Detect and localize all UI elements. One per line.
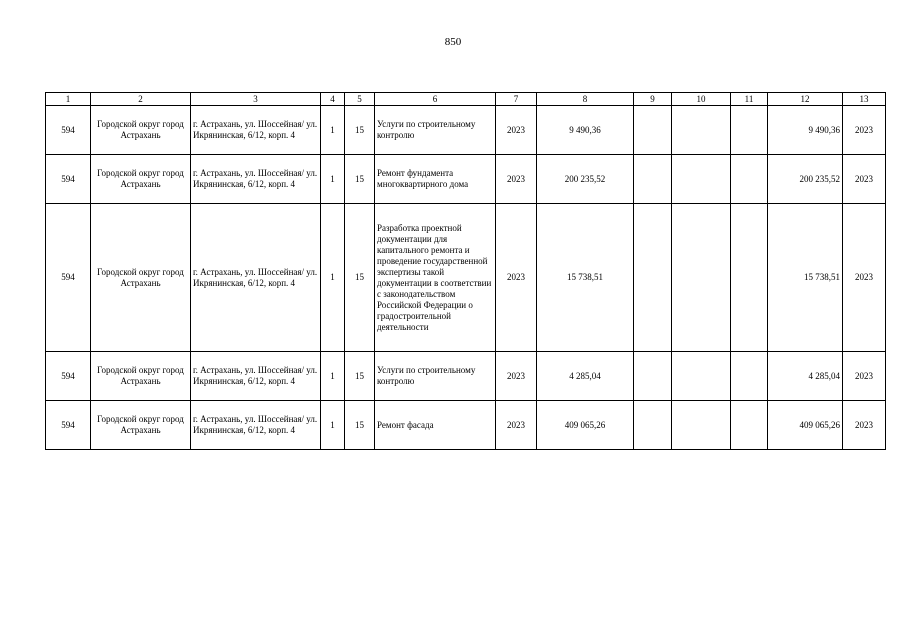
cell-work-type: Ремонт фасада (375, 401, 496, 450)
cell-year-end: 2023 (843, 204, 886, 352)
cell-cost-total: 4 285,04 (768, 352, 843, 401)
cell-year-end: 2023 (843, 155, 886, 204)
cell-work-type: Ремонт фундамента многоквартирного дома (375, 155, 496, 204)
cell-col10 (672, 204, 731, 352)
column-header: 2 (91, 93, 191, 106)
cell-address: г. Астрахань, ул. Шоссейная/ ул. Икрянинская, 6/12, корп. 4 (191, 106, 321, 155)
cell-cost: 409 065,26 (537, 401, 634, 450)
cell-col4: 1 (321, 204, 345, 352)
cell-work-type: Услуги по строительному контролю (375, 106, 496, 155)
column-header: 7 (496, 93, 537, 106)
cell-col4: 1 (321, 106, 345, 155)
cell-col4: 1 (321, 401, 345, 450)
cell-year: 2023 (496, 155, 537, 204)
cell-cost: 15 738,51 (537, 204, 634, 352)
cell-year: 2023 (496, 352, 537, 401)
cell-col5: 15 (345, 106, 375, 155)
cell-col5: 15 (345, 352, 375, 401)
cell-col9 (634, 155, 672, 204)
cell-work-type: Разработка проектной документации для капитального ремонта и проведение государственной экспертизы такой документации в соответствии с законодательством Российской Федерации о градостроительной деятельности (375, 204, 496, 352)
table-row (46, 106, 886, 155)
cell-cost: 200 235,52 (537, 155, 634, 204)
table-row (46, 204, 886, 352)
cell-municipality: Городской округ город Астрахань (91, 401, 191, 450)
column-header: 12 (768, 93, 843, 106)
table-row (46, 352, 886, 401)
cell-col5: 15 (345, 401, 375, 450)
cell-col9 (634, 352, 672, 401)
table-row (46, 401, 886, 450)
cell-address: г. Астрахань, ул. Шоссейная/ ул. Икрянинская, 6/12, корп. 4 (191, 155, 321, 204)
cell-year: 2023 (496, 204, 537, 352)
cell-col4: 1 (321, 155, 345, 204)
cell-number: 594 (46, 155, 91, 204)
cell-municipality: Городской округ город Астрахань (91, 155, 191, 204)
cell-col4: 1 (321, 352, 345, 401)
column-header: 13 (843, 93, 886, 106)
cell-cost: 4 285,04 (537, 352, 634, 401)
column-header: 9 (634, 93, 672, 106)
cell-col9 (634, 204, 672, 352)
cell-col10 (672, 155, 731, 204)
table-row (46, 155, 886, 204)
cell-col5: 15 (345, 155, 375, 204)
column-header: 8 (537, 93, 634, 106)
cell-number: 594 (46, 352, 91, 401)
cell-year-end: 2023 (843, 401, 886, 450)
cell-year: 2023 (496, 106, 537, 155)
cell-col11 (731, 352, 768, 401)
cell-col10 (672, 352, 731, 401)
page-number: 850 (444, 36, 462, 48)
table-header-row (46, 93, 886, 106)
column-header: 11 (731, 93, 768, 106)
cell-work-type: Услуги по строительному контролю (375, 352, 496, 401)
cell-col10 (672, 106, 731, 155)
cell-address: г. Астрахань, ул. Шоссейная/ ул. Икрянинская, 6/12, корп. 4 (191, 352, 321, 401)
cell-cost-total: 15 738,51 (768, 204, 843, 352)
cell-number: 594 (46, 401, 91, 450)
cell-year-end: 2023 (843, 352, 886, 401)
cell-number: 594 (46, 204, 91, 352)
cell-col5: 15 (345, 204, 375, 352)
cell-year-end: 2023 (843, 106, 886, 155)
cell-address: г. Астрахань, ул. Шоссейная/ ул. Икрянинская, 6/12, корп. 4 (191, 401, 321, 450)
column-header: 6 (375, 93, 496, 106)
cell-col9 (634, 401, 672, 450)
cell-municipality: Городской округ город Астрахань (91, 106, 191, 155)
cell-col9 (634, 106, 672, 155)
data-table (45, 92, 886, 450)
cell-col11 (731, 204, 768, 352)
cell-municipality: Городской округ город Астрахань (91, 204, 191, 352)
cell-municipality: Городской округ город Астрахань (91, 352, 191, 401)
cell-cost: 9 490,36 (537, 106, 634, 155)
cell-cost-total: 9 490,36 (768, 106, 843, 155)
column-header: 5 (345, 93, 375, 106)
cell-address: г. Астрахань, ул. Шоссейная/ ул. Икрянинская, 6/12, корп. 4 (191, 204, 321, 352)
column-header: 4 (321, 93, 345, 106)
cell-cost-total: 200 235,52 (768, 155, 843, 204)
column-header: 1 (46, 93, 91, 106)
column-header: 10 (672, 93, 731, 106)
cell-col11 (731, 401, 768, 450)
cell-number: 594 (46, 106, 91, 155)
cell-col10 (672, 401, 731, 450)
cell-col11 (731, 106, 768, 155)
cell-col11 (731, 155, 768, 204)
column-header: 3 (191, 93, 321, 106)
cell-cost-total: 409 065,26 (768, 401, 843, 450)
cell-year: 2023 (496, 401, 537, 450)
